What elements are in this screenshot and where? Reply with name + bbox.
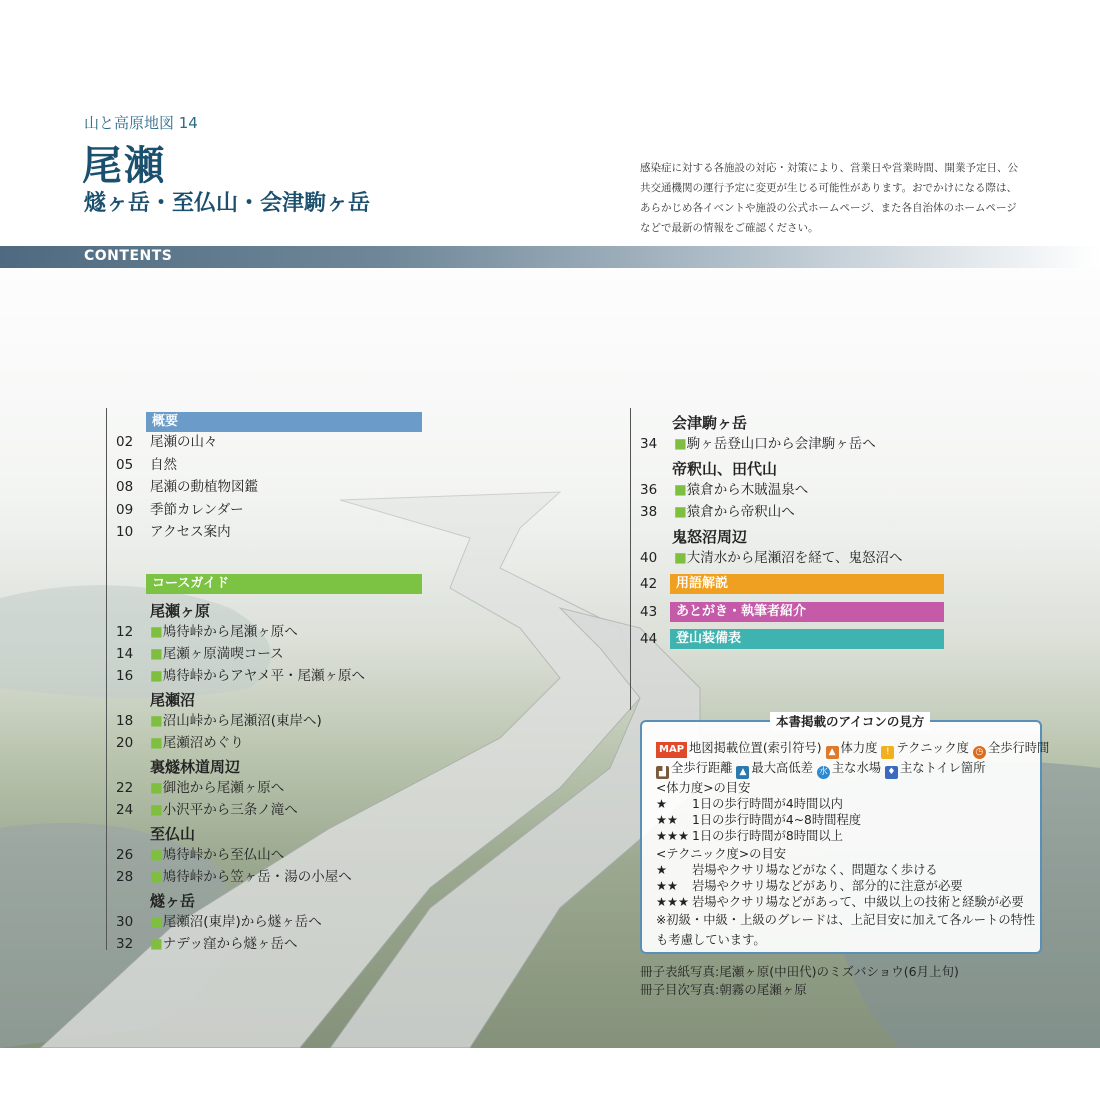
section-overview-label: 概要: [152, 414, 179, 429]
toc-group-title: 尾瀬ヶ原: [150, 602, 211, 620]
bullet-square-icon: ■: [674, 482, 687, 498]
toc-page-number: 42: [640, 576, 658, 592]
bullet-square-icon: ■: [150, 624, 163, 640]
bullet-square-icon: ■: [150, 914, 163, 930]
toc-page-number: 09: [116, 501, 134, 518]
map-icon: MAP: [656, 742, 687, 758]
bullet-square-icon: ■: [150, 869, 163, 885]
toc-page-number: 36: [640, 482, 658, 498]
toc-entry-text: 沼山峠から尾瀬沼(東岸へ): [162, 713, 322, 729]
toc-page-number: 34: [640, 436, 658, 452]
star-rating: ★: [656, 863, 668, 877]
toc-entry[interactable]: [116, 644, 284, 664]
toc-entry[interactable]: [116, 477, 258, 497]
legend-time: 全歩行時間: [987, 741, 1050, 755]
toc-entry[interactable]: [116, 622, 298, 642]
legend-star-line: [656, 812, 861, 828]
toc-entry-text: 自然: [150, 456, 177, 473]
toc-entry[interactable]: [116, 934, 298, 954]
toc-page-number: 32: [116, 936, 134, 952]
toc-entry[interactable]: [116, 500, 244, 520]
legend-technique: テクニック度: [896, 741, 969, 755]
clock-icon: ◷: [973, 746, 986, 759]
legend-star-text: 岩場やクサリ場などがなく、問題なく歩ける: [692, 863, 938, 877]
toc-entry-text: 駒ヶ岳登山口から会津駒ヶ岳へ: [686, 436, 876, 452]
toc-entry-text: 猿倉から帝釈山へ: [686, 504, 795, 520]
technique-heading: <テクニック度>の目安: [656, 847, 787, 861]
star-rating: ★★★: [656, 829, 690, 843]
toc-page-number: 38: [640, 504, 658, 520]
star-rating: ★: [656, 797, 668, 811]
legend-stamina: 体力度: [840, 741, 878, 755]
contents-label: CONTENTS: [84, 248, 173, 264]
toc-entry[interactable]: [116, 666, 365, 686]
legend-star-line: [656, 828, 843, 844]
bullet-square-icon: ■: [150, 713, 163, 729]
contents-bar: [0, 246, 1100, 268]
legend-elevation: 最大高低差: [751, 761, 813, 775]
toc-page-number: 08: [116, 479, 134, 495]
toc-page-number: 22: [116, 780, 134, 796]
toc-group-title: 鬼怒沼周辺: [672, 528, 748, 546]
toc-entry-text: 尾瀬沼(東岸)から燧ヶ岳へ: [162, 914, 322, 930]
toc-entry[interactable]: [640, 434, 876, 454]
right-divider: [630, 408, 631, 710]
toc-entry[interactable]: [116, 455, 177, 475]
toc-group-title: 燧ヶ岳: [150, 892, 196, 910]
star-rating: ★★: [656, 813, 679, 827]
legend-star-line: [656, 878, 963, 894]
legend-distance: 全歩行距離: [671, 761, 733, 775]
bullet-square-icon: ■: [674, 436, 687, 452]
toc-entry[interactable]: [116, 522, 231, 542]
toc-entry-text: 鳩待峠から笠ヶ岳・湯の小屋へ: [162, 869, 352, 885]
legend-toilet: 主なトイレ箇所: [899, 761, 986, 775]
toc-entry[interactable]: [640, 502, 795, 522]
toc-entry-text: 尾瀬の山々: [150, 434, 218, 450]
toc-entry[interactable]: [116, 867, 352, 887]
mountain-icon: ▲: [736, 766, 749, 779]
bullet-square-icon: ■: [150, 802, 163, 818]
toc-entry-text: アクセス案内: [150, 524, 231, 540]
legend-star-line: [656, 862, 938, 878]
toc-entry[interactable]: [116, 711, 322, 731]
toc-page-number: 16: [116, 668, 134, 684]
stamina-icon: ▲: [826, 746, 839, 759]
toc-page-number: 05: [116, 456, 134, 473]
legend-water: 主な水場: [831, 761, 882, 775]
toc-group-title: 会津駒ヶ岳: [672, 414, 748, 432]
bullet-square-icon: ■: [150, 780, 163, 796]
toc-entry-text: 猿倉から木賊温泉へ: [686, 482, 809, 498]
toc-page-number: 02: [116, 434, 134, 450]
toc-entry[interactable]: [116, 432, 218, 452]
water-icon: 水: [818, 767, 828, 777]
legend-title: 本書掲載のアイコンの見方: [770, 712, 930, 730]
toc-entry-text: 尾瀬沼めぐり: [162, 735, 244, 751]
toc-section-bar[interactable]: 登山装備表: [670, 629, 944, 649]
star-rating: ★★★: [656, 895, 690, 909]
toc-page-number: 24: [116, 802, 134, 818]
left-divider: [106, 408, 107, 950]
toc-page-number: 10: [116, 524, 134, 540]
icon-legend: [640, 714, 1050, 954]
bullet-square-icon: ■: [674, 504, 687, 520]
toc-group-title: 帝釈山、田代山: [672, 460, 778, 478]
bullet-square-icon: ■: [150, 646, 163, 662]
toc-entry-text: 尾瀬ヶ原満喫コース: [162, 646, 284, 662]
toc-entry-text: 尾瀬の動植物図鑑: [150, 479, 258, 495]
toc-page-number: 43: [640, 603, 658, 620]
legend-star-text: 1日の歩行時間が4時間以内: [692, 797, 843, 811]
toc-entry-text: 大清水から尾瀬沼を経て、鬼怒沼へ: [686, 550, 903, 566]
boot-icon: ▟: [656, 766, 669, 779]
notice-text: 感染症に対する各施設の対応・対策により、営業日や営業時間、開業予定日、公共交通機関の運行予定に変更が生じる可能性があります。おでかけになる際は、あらかじめ各イベントや施設の公式ホームページ、また各自治体のホームページなどで最新の情報をご確認ください。: [640, 162, 1018, 234]
section-course-guide[interactable]: [146, 574, 422, 594]
toc-entry[interactable]: [116, 733, 244, 753]
page-subtitle: 燧ヶ岳・至仏山・会津駒ヶ岳: [84, 191, 371, 216]
legend-star-text: 岩場やクサリ場などがあり、部分的に注意が必要: [692, 879, 963, 893]
bullet-square-icon: ■: [150, 668, 163, 684]
legend-map-text: 地図掲載位置(索引符号): [689, 741, 822, 755]
toc-page-number: 14: [116, 646, 134, 662]
section-overview[interactable]: [146, 412, 422, 432]
section-course-guide-label: コースガイド: [152, 576, 229, 591]
toc-entry[interactable]: [116, 845, 284, 865]
toc-entry[interactable]: [116, 778, 284, 798]
legend-star-text: 1日の歩行時間が8時間以上: [692, 829, 843, 843]
toc-page-number: 28: [116, 869, 134, 885]
toc-page-number: 40: [640, 550, 658, 566]
toc-entry[interactable]: [116, 912, 322, 932]
legend-star-text: 1日の歩行時間が4~8時間程度: [692, 813, 862, 827]
toc-entry-text: 鳩待峠からアヤメ平・尾瀬ヶ原へ: [162, 668, 365, 684]
toc-entry[interactable]: [116, 800, 298, 820]
toc-group-title: 尾瀬沼: [150, 691, 196, 709]
legend-row-1: [656, 740, 1049, 759]
toc-page-number: 30: [116, 914, 134, 930]
legend-star-text: 岩場やクサリ場などがあって、中級以上の技術と経験が必要: [692, 895, 1024, 909]
toilet-icon: ♦: [885, 766, 898, 779]
series-label: 山と高原地図 14: [84, 114, 198, 132]
toc-entry[interactable]: [640, 480, 808, 500]
toc-entry-text: ナデッ窪から燧ヶ岳へ: [162, 936, 298, 952]
toc-group-title: 裏燧林道周辺: [150, 758, 241, 776]
toc-entry-text: 小沢平から三条ノ滝へ: [162, 802, 298, 818]
bullet-square-icon: ■: [150, 735, 163, 751]
page-title: 尾瀬: [82, 143, 166, 189]
legend-note-2: も考慮しています。: [656, 933, 766, 947]
star-rating: ★★: [656, 879, 679, 893]
technique-icon: !: [881, 746, 894, 759]
toc-entry[interactable]: [640, 548, 903, 568]
toc-entry-text: 季節カレンダー: [150, 501, 244, 518]
toc-page-number: 20: [116, 735, 134, 751]
photo-credit-contents: 冊子目次写真:朝霧の尾瀬ヶ原: [640, 982, 807, 997]
toc-entry-text: 鳩待峠から至仏山へ: [162, 847, 285, 863]
toc-section-bar[interactable]: あとがき・執筆者紹介: [670, 602, 944, 622]
stamina-heading: <体力度>の目安: [656, 781, 751, 795]
photo-credit-cover: 冊子表紙写真:尾瀬ヶ原(中田代)のミズバショウ(6月上旬): [640, 964, 959, 979]
legend-note-1: ※初級・中級・上級のグレードは、上記目安に加えて各ルートの特性: [656, 913, 1036, 927]
legend-star-line: [656, 796, 843, 812]
toc-page-number: 18: [116, 713, 134, 729]
legend-row-2: [656, 760, 985, 779]
bullet-square-icon: ■: [150, 847, 163, 863]
bullet-square-icon: ■: [150, 936, 163, 952]
toc-entry-text: 御池から尾瀬ヶ原へ: [162, 780, 285, 796]
toc-group-title: 至仏山: [150, 825, 196, 843]
toc-entry-text: 鳩待峠から尾瀬ヶ原へ: [162, 624, 298, 640]
toc-page-number: 26: [116, 847, 134, 863]
toc-page-number: 12: [116, 624, 134, 640]
toc-section-bar[interactable]: 用語解説: [670, 574, 944, 594]
legend-star-line: [656, 894, 1024, 910]
bullet-square-icon: ■: [674, 550, 687, 566]
toc-page-number: 44: [640, 631, 658, 647]
